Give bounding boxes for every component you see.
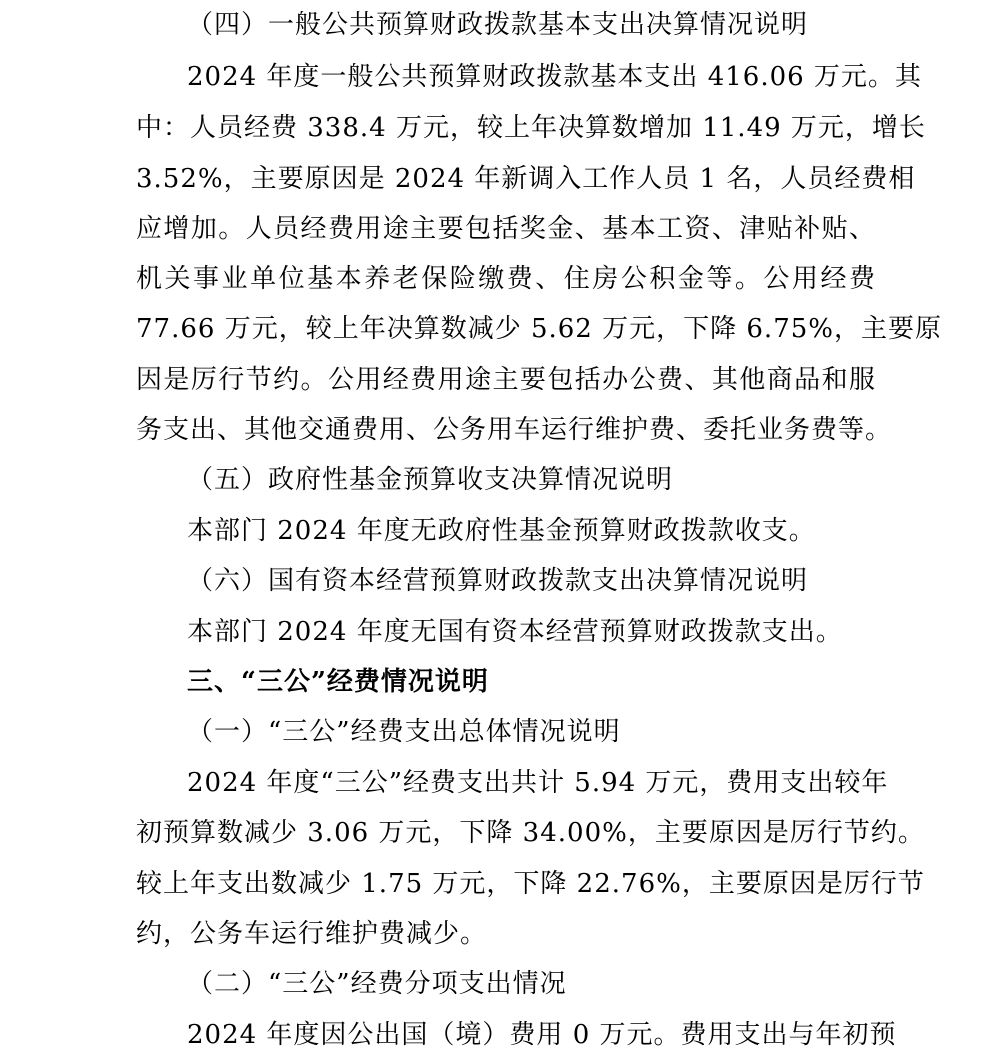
section-4-paragraph-line-5: 机关事业单位基本养老保险缴费、住房公积金等。公用经费 — [136, 264, 876, 294]
section-4-paragraph-line-8: 务支出、其他交通费用、公务用车运行维护费、委托业务费等。 — [136, 415, 893, 445]
section-6-text: 本部门 2024 年度无国有资本经营预算财政拨款支出。 — [187, 617, 843, 647]
section-4-paragraph-line-6: 77.66 万元，较上年决算数减少 5.62 万元，下降 6.75%，主要原 — [136, 314, 942, 344]
part-3-sub-1-line-4: 约，公务车运行维护费减少。 — [136, 919, 488, 949]
section-4-heading: （四）一般公共预算财政拨款基本支出决算情况说明 — [187, 10, 809, 40]
section-5-text: 本部门 2024 年度无政府性基金预算财政拨款收支。 — [187, 516, 816, 546]
part-3-sub-1-line-3: 较上年支出数减少 1.75 万元，下降 22.76%，主要原因是厉行节 — [136, 869, 925, 899]
section-4-paragraph-line-1: 2024 年度一般公共预算财政拨款基本支出 416.06 万元。其 — [187, 62, 922, 92]
part-3-sub-1-heading: （一）“三公”经费支出总体情况说明 — [187, 717, 621, 747]
section-4-paragraph-line-2: 中：人员经费 338.4 万元，较上年决算数增加 11.49 万元，增长 — [136, 113, 926, 143]
part-3-sub-1-line-1: 2024 年度“三公”经费支出共计 5.94 万元，费用支出较年 — [187, 768, 889, 798]
part-3-sub-2-line-1: 2024 年度因公出国（境）费用 0 万元。费用支出与年初预 — [187, 1020, 897, 1050]
section-4-paragraph-line-7: 因是厉行节约。公用经费用途主要包括办公费、其他商品和服 — [136, 365, 876, 395]
section-5-heading: （五）政府性基金预算收支决算情况说明 — [187, 465, 674, 495]
part-3-sub-2-heading: （二）“三公”经费分项支出情况 — [187, 969, 567, 999]
section-6-heading: （六）国有资本经营预算财政拨款支出决算情况说明 — [187, 566, 809, 596]
section-4-paragraph-line-4: 应增加。人员经费用途主要包括奖金、基本工资、津贴补贴、 — [136, 214, 876, 244]
part-3-heading: 三、“三公”经费情况说明 — [187, 667, 489, 697]
part-3-sub-1-line-2: 初预算数减少 3.06 万元，下降 34.00%，主要原因是厉行节约。 — [136, 818, 925, 848]
section-4-paragraph-line-3: 3.52%，主要原因是 2024 年新调入工作人员 1 名，人员经费相 — [136, 164, 916, 194]
